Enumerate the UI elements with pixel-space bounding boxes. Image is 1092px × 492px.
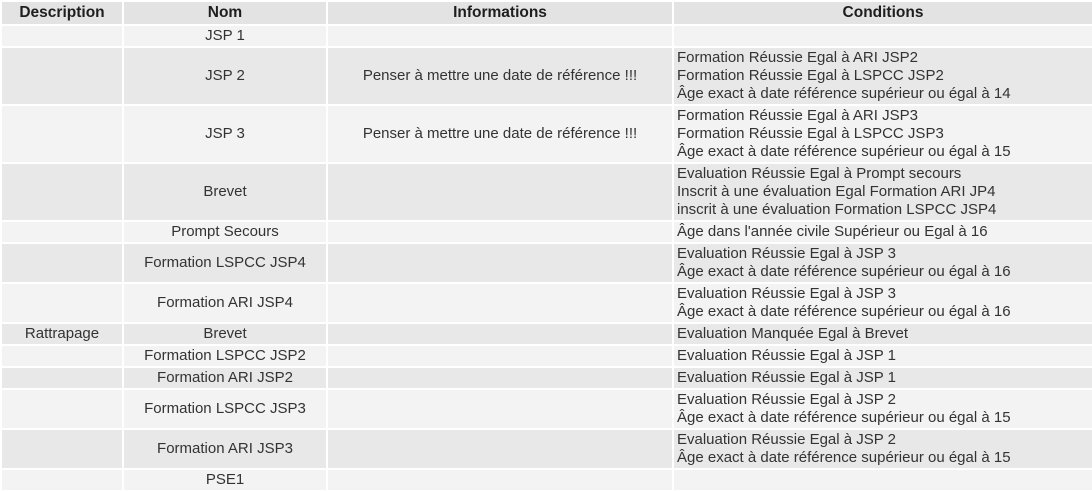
cell-informations xyxy=(327,243,673,283)
condition-line: Evaluation Réussie Egal à JSP 2 xyxy=(677,431,897,448)
cell-description xyxy=(1,25,123,47)
cell-informations: Penser à mettre une date de référence !!! xyxy=(327,105,673,163)
cell-informations xyxy=(327,25,673,47)
cell-conditions xyxy=(673,345,1092,367)
condition-line: Evaluation Réussie Egal à JSP 3 xyxy=(677,245,897,262)
header-informations: Informations xyxy=(327,1,673,25)
condition-line: Formation Réussie Egal à LSPCC JSP2 xyxy=(677,67,944,84)
condition-line: Evaluation Réussie Egal à JSP 1 xyxy=(677,369,897,386)
table-body xyxy=(1,25,1092,491)
cell-informations xyxy=(327,283,673,323)
condition-line: Âge exact à date référence supérieur ou égal à 15 xyxy=(677,409,1011,426)
cell-conditions xyxy=(673,429,1092,469)
cell-conditions xyxy=(673,283,1092,323)
cell-description: Rattrapage xyxy=(1,323,123,345)
cell-nom: Formation LSPCC JSP3 xyxy=(123,389,327,429)
cell-conditions xyxy=(673,105,1092,163)
table-row xyxy=(1,105,1092,163)
cell-description xyxy=(1,283,123,323)
cell-nom: Formation LSPCC JSP2 xyxy=(123,345,327,367)
table-row xyxy=(1,243,1092,283)
cell-conditions xyxy=(673,47,1092,105)
cell-nom: JSP 2 xyxy=(123,47,327,105)
cell-conditions xyxy=(673,221,1092,243)
cell-description xyxy=(1,367,123,389)
table-header xyxy=(1,1,1092,25)
cell-informations xyxy=(327,367,673,389)
table-row xyxy=(1,367,1092,389)
cell-description xyxy=(1,389,123,429)
cell-nom: Formation ARI JSP4 xyxy=(123,283,327,323)
condition-line: inscrit à une évaluation Formation LSPCC JSP4 xyxy=(677,201,997,218)
condition-line: Inscrit à une évaluation Egal Formation ARI JP4 xyxy=(677,183,996,200)
cell-conditions xyxy=(673,367,1092,389)
cell-conditions xyxy=(673,243,1092,283)
condition-line: Âge exact à date référence supérieur ou égal à 16 xyxy=(677,303,1011,320)
condition-line: Âge exact à date référence supérieur ou égal à 16 xyxy=(677,263,1011,280)
table-row xyxy=(1,47,1092,105)
table-row xyxy=(1,389,1092,429)
cell-conditions xyxy=(673,163,1092,221)
table-row xyxy=(1,25,1092,47)
cell-nom: PSE1 xyxy=(123,469,327,491)
table-row xyxy=(1,429,1092,469)
table-row xyxy=(1,323,1092,345)
condition-line: Evaluation Réussie Egal à Prompt secours xyxy=(677,165,962,182)
cell-description xyxy=(1,163,123,221)
condition-line: Âge dans l'année civile Supérieur ou Egal à 16 xyxy=(677,223,988,240)
header-description: Description xyxy=(1,1,123,25)
cell-nom: Brevet xyxy=(123,323,327,345)
cell-informations xyxy=(327,469,673,491)
table-row xyxy=(1,469,1092,491)
cell-informations xyxy=(327,345,673,367)
table-row xyxy=(1,221,1092,243)
cell-informations xyxy=(327,429,673,469)
cell-informations: Penser à mettre une date de référence !!! xyxy=(327,47,673,105)
cell-nom: JSP 3 xyxy=(123,105,327,163)
cell-informations xyxy=(327,163,673,221)
cell-nom: Brevet xyxy=(123,163,327,221)
cell-description xyxy=(1,47,123,105)
header-conditions: Conditions xyxy=(673,1,1092,25)
cell-conditions xyxy=(673,389,1092,429)
cell-description xyxy=(1,243,123,283)
header-nom: Nom xyxy=(123,1,327,25)
cell-nom: Formation ARI JSP3 xyxy=(123,429,327,469)
cell-description xyxy=(1,429,123,469)
condition-line: Formation Réussie Egal à LSPCC JSP3 xyxy=(677,125,944,142)
cell-informations xyxy=(327,221,673,243)
cell-description xyxy=(1,105,123,163)
cell-nom: Prompt Secours xyxy=(123,221,327,243)
cell-nom: Formation ARI JSP2 xyxy=(123,367,327,389)
condition-line: Formation Réussie Egal à ARI JSP2 xyxy=(677,49,918,66)
condition-line: Evaluation Manquée Egal à Brevet xyxy=(677,325,908,342)
header-row xyxy=(1,1,1092,25)
condition-line: Formation Réussie Egal à ARI JSP3 xyxy=(677,107,918,124)
cell-conditions xyxy=(673,323,1092,345)
cell-conditions xyxy=(673,25,1092,47)
cell-description xyxy=(1,345,123,367)
condition-line: Evaluation Réussie Egal à JSP 3 xyxy=(677,285,897,302)
cell-nom: JSP 1 xyxy=(123,25,327,47)
condition-line: Evaluation Réussie Egal à JSP 2 xyxy=(677,391,897,408)
condition-line: Âge exact à date référence supérieur ou égal à 15 xyxy=(677,449,1011,466)
table-row xyxy=(1,283,1092,323)
cell-informations xyxy=(327,389,673,429)
condition-line: Âge exact à date référence supérieur ou égal à 14 xyxy=(677,85,1011,102)
condition-line: Âge exact à date référence supérieur ou égal à 15 xyxy=(677,143,1011,160)
cell-nom: Formation LSPCC JSP4 xyxy=(123,243,327,283)
cell-description xyxy=(1,469,123,491)
table-row xyxy=(1,163,1092,221)
cell-description xyxy=(1,221,123,243)
cell-informations xyxy=(327,323,673,345)
table-row xyxy=(1,345,1092,367)
condition-line: Evaluation Réussie Egal à JSP 1 xyxy=(677,347,897,364)
cell-conditions xyxy=(673,469,1092,491)
